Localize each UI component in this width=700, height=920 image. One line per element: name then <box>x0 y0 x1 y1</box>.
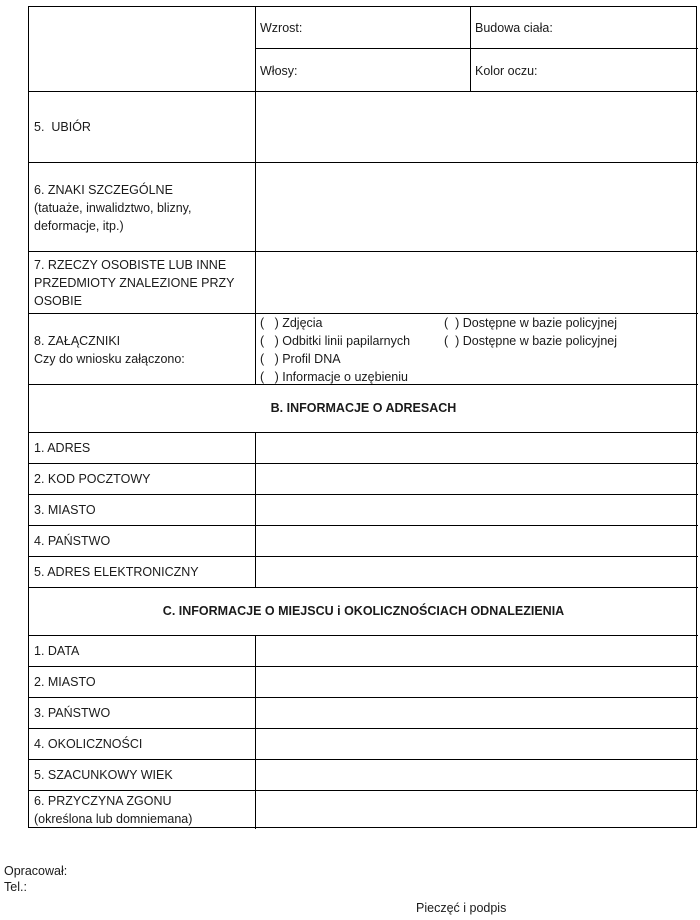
circumstance-row-label: 5. SZACUNKOWY WIEK <box>34 768 173 782</box>
address-row-label: 1. ADRES <box>34 441 91 455</box>
address-row-label: 3. MIASTO <box>34 503 96 517</box>
attachment-option[interactable]: ( ) Informacje o uzębieniu <box>260 370 408 384</box>
height-field-label: Wzrost: <box>260 21 303 35</box>
circumstance-row-label: 4. OKOLICZNOŚCI <box>34 737 143 751</box>
row-divider <box>29 556 698 557</box>
circumstance-row-label: 3. PAŃSTWO <box>34 706 111 720</box>
row-divider <box>29 728 698 729</box>
prepared-by-label: Opracował: <box>4 864 68 878</box>
row-divider <box>29 251 698 252</box>
column-divider <box>255 7 256 384</box>
section-b-title: B. INFORMACJE O ADRESACH <box>270 401 457 415</box>
identification-form <box>28 6 697 828</box>
attachment-option[interactable]: ( ) Zdjęcia <box>260 316 323 330</box>
row-divider <box>29 162 698 163</box>
column-divider <box>255 432 256 587</box>
row-divider <box>29 463 698 464</box>
personal-items-label: 7. RZECZY OSOBISTE LUB INNE PRZEDMIOTY ZNALEZIONE PRZY OSOBIE <box>34 258 235 308</box>
row-divider <box>29 697 698 698</box>
row-divider <box>29 666 698 667</box>
row-divider <box>29 525 698 526</box>
section-c-title: C. INFORMACJE O MIEJSCU i OKOLICZNOŚCIACH ODNALEZIENIA <box>162 604 565 618</box>
column-divider <box>470 7 471 91</box>
address-row-label: 5. ADRES ELEKTRONICZNY <box>34 565 199 579</box>
eye-color-field-label: Kolor oczu: <box>475 64 538 78</box>
row-divider <box>29 91 698 92</box>
address-row-label: 2. KOD POCZTOWY <box>34 472 151 486</box>
row-divider <box>29 635 698 636</box>
circumstance-row-label: 2. MIASTO <box>34 675 96 689</box>
circumstance-row-label: 1. DATA <box>34 644 80 658</box>
row-divider <box>29 432 698 433</box>
distinguishing-marks-label: 6. ZNAKI SZCZEGÓLNE (tatuaże, inwalidztwo, blizny, deformacje, itp.) <box>34 183 192 233</box>
police-database-option[interactable]: ( ) Dostępne w bazie policyjnej <box>444 334 617 348</box>
row-divider <box>29 759 698 760</box>
cause-of-death-label: 6. PRZYCZYNA ZGONU (określona lub domniemana) <box>34 794 193 826</box>
row-divider <box>29 494 698 495</box>
row-divider <box>255 48 698 49</box>
attachments-label: 8. ZAŁĄCZNIKI Czy do wniosku załączono: <box>34 334 185 366</box>
police-database-option[interactable]: ( ) Dostępne w bazie policyjnej <box>444 316 617 330</box>
hair-field-label: Włosy: <box>260 64 298 78</box>
address-row-label: 4. PAŃSTWO <box>34 534 111 548</box>
phone-label: Tel.: <box>4 880 27 894</box>
attachment-option[interactable]: ( ) Profil DNA <box>260 352 341 366</box>
stamp-signature-label: Pieczęć i podpis <box>416 901 507 915</box>
column-divider <box>255 635 256 829</box>
row-divider <box>29 790 698 791</box>
clothing-label: 5. UBIÓR <box>34 120 91 134</box>
row-divider <box>29 587 698 588</box>
build-field-label: Budowa ciała: <box>475 21 553 35</box>
attachment-option[interactable]: ( ) Odbitki linii papilarnych <box>260 334 411 348</box>
